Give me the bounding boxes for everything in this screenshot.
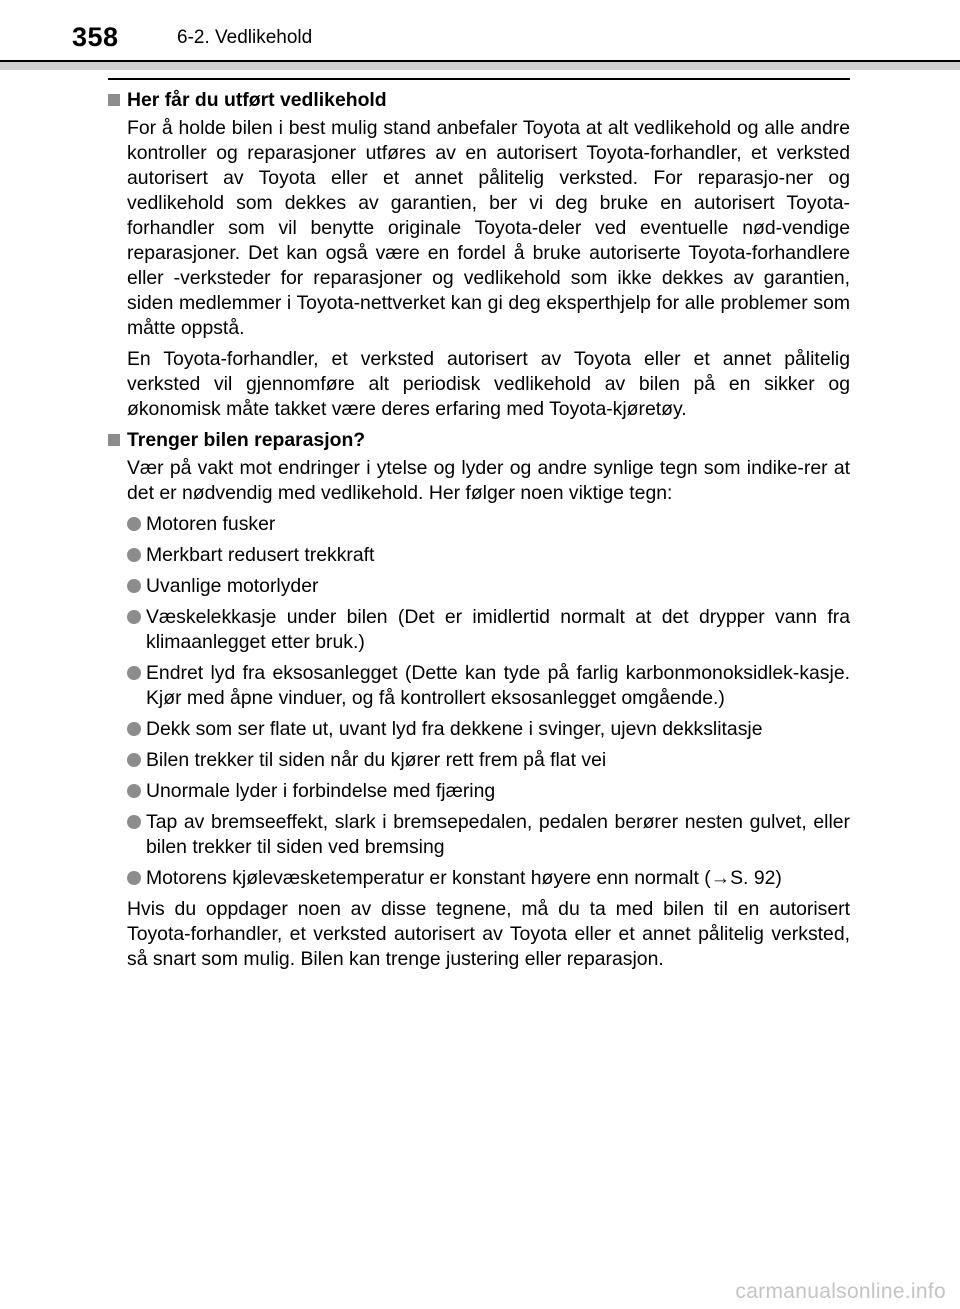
circle-bullet-icon — [127, 610, 141, 624]
list-item — [127, 810, 850, 860]
section-title: 6-2. Vedlikehold — [177, 27, 313, 48]
circle-bullet-icon — [127, 517, 141, 531]
list-item — [127, 512, 850, 537]
paragraph: For å holde bilen i best mulig stand anbefaler Toyota at alt vedlikehold og alle andre kontroller og reparasjoner utføres av en autorisert Toyota-forhandler, et verksted autorisert av Toyota eller et annet pålitelig verksted. For reparasjo-ner og vedlikehold som dekkes av garantien, ber vi deg bruke en autorisert Toyota-forhandler som vil benytte originale Toyota-deler ved eventuelle nød-vendige reparasjoner. Det kan også være en fordel å bruke autoriserte Toyota-forhandlere eller -verksteder for reparasjoner og vedlikehold som ikke dekkes av garantien, siden medlemmer i Toyota-nettverket kan gi deg eksperthjelp for alle problemer som måtte oppstå. — [127, 117, 850, 339]
list-item — [127, 717, 850, 742]
section-heading — [108, 88, 850, 113]
list-item-text: Væskelekkasje under bilen (Det er imidlertid normalt at det drypper vann fra klimaanlegget etter bruk.) — [146, 606, 850, 653]
circle-bullet-icon — [127, 666, 141, 680]
list-item — [127, 779, 850, 804]
square-bullet-icon — [108, 434, 120, 446]
section-maintenance — [108, 88, 850, 422]
list-item — [127, 748, 850, 773]
list-item — [127, 605, 850, 655]
page-number: 358 — [72, 22, 119, 52]
list-item-text: Motorens kjølevæsketemperatur er konstant høyere enn normalt (→S. 92) — [146, 867, 782, 889]
section-heading — [108, 428, 850, 453]
paragraph: En Toyota-forhandler, et verksted autorisert av Toyota eller et annet pålitelig verksted vil gjennomføre alt periodisk vedlikehold av bilen på en sikker og økonomisk måte takket være deres erfaring med Toyota-kjøretøy. — [127, 348, 850, 420]
circle-bullet-icon — [127, 722, 141, 736]
page-content — [108, 88, 850, 978]
circle-bullet-icon — [127, 871, 141, 885]
list-item-text: Merkbart redusert trekkraft — [146, 544, 375, 566]
list-item-text: Motoren fusker — [146, 513, 276, 535]
intro-paragraph: Vær på vakt mot endringer i ytelse og lyder og andre synlige tegn som indike-rer at det er nødvendig med vedlikehold. Her følger noen viktige tegn: — [127, 457, 850, 504]
closing-paragraph: Hvis du oppdager noen av disse tegnene, må du ta med bilen til en autorisert Toyota-forhandler, et verksted autorisert av Toyota eller et annet pålitelig verksted, så snart som mulig. Bilen kan trenge justering eller reparasjon. — [127, 898, 850, 970]
list-item — [127, 574, 850, 599]
page-header — [0, 0, 960, 62]
list-item-text: Tap av bremseeffekt, slark i bremsepedalen, pedalen berører nesten gulvet, eller bilen trekker til siden ved bremsing — [146, 811, 850, 858]
section-repair-needed — [108, 428, 850, 972]
list-item-text: Uvanlige motorlyder — [146, 575, 319, 597]
list-item — [127, 661, 850, 711]
header-grey-band — [0, 62, 960, 70]
circle-bullet-icon — [127, 784, 141, 798]
watermark: carmanualsonline.info — [735, 1280, 946, 1303]
list-item-text: Endret lyd fra eksosanlegget (Dette kan tyde på farlig karbonmonoksidlek-kasje. Kjør med åpne vinduer, og få kontrollert eksosanlegget omgående.) — [146, 662, 850, 709]
warning-signs-list — [127, 512, 850, 891]
list-item — [127, 866, 850, 891]
list-item-text: Unormale lyder i forbindelse med fjæring — [146, 780, 496, 802]
list-item-text: Dekk som ser flate ut, uvant lyd fra dekkene i svinger, ujevn dekkslitasje — [146, 718, 763, 740]
circle-bullet-icon — [127, 815, 141, 829]
list-item — [127, 543, 850, 568]
circle-bullet-icon — [127, 548, 141, 562]
content-top-rule — [108, 78, 850, 80]
circle-bullet-icon — [127, 579, 141, 593]
list-item-text: Bilen trekker til siden når du kjører rett frem på flat vei — [146, 749, 607, 771]
section-heading-text: Her får du utført vedlikehold — [127, 89, 387, 111]
section-heading-text: Trenger bilen reparasjon? — [127, 429, 366, 451]
circle-bullet-icon — [127, 753, 141, 767]
square-bullet-icon — [108, 94, 120, 106]
